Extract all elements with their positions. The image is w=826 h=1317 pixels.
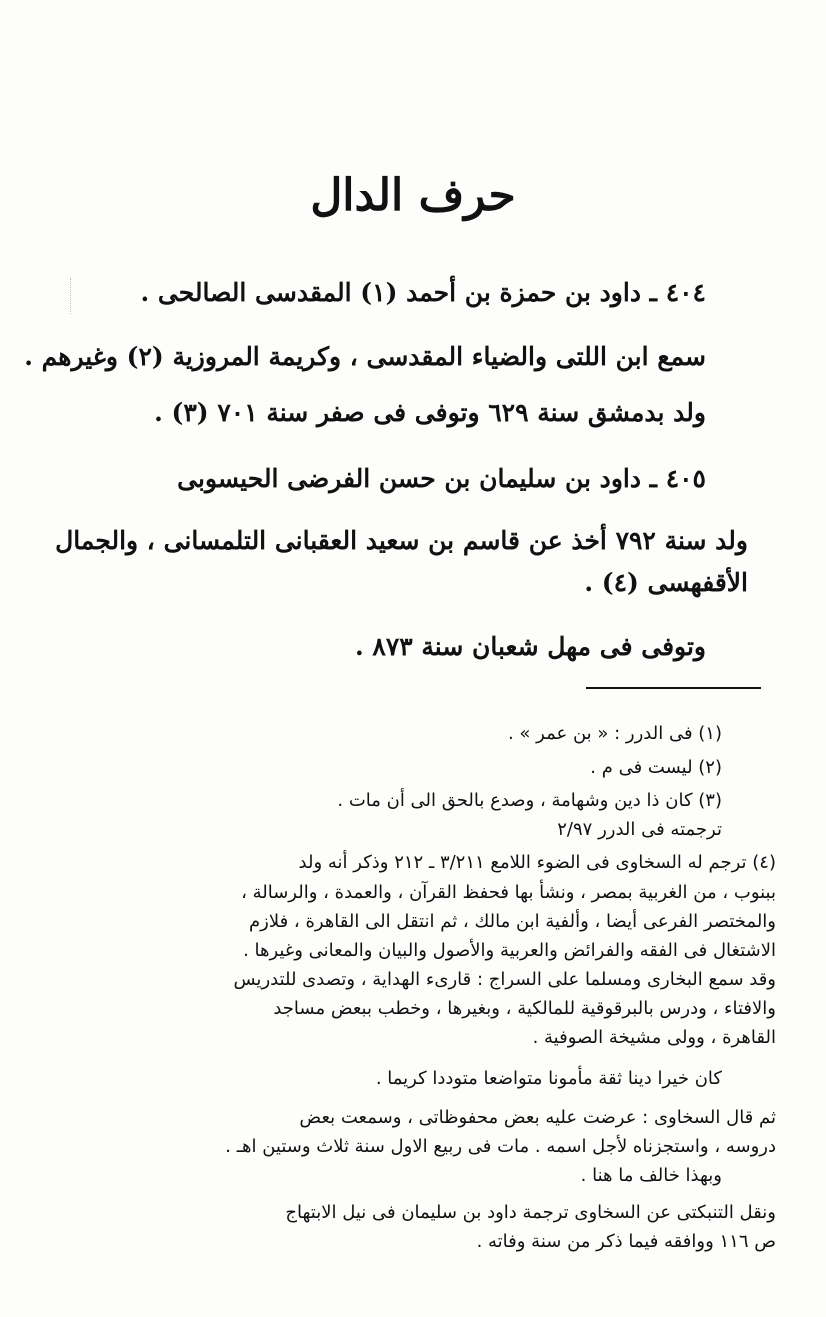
footnote-4-line: وبهذا خالف ما هنا . xyxy=(580,1165,722,1186)
entry-405-teachers: ولد سنة ٧٩٢ أخذ عن قاسم بن سعيد العقبانى التلمسانى ، والجمال xyxy=(55,526,748,555)
entry-405-death: وتوفى فى مهل شعبان سنة ٨٧٣ . xyxy=(354,632,706,661)
footnote-4-line: والافتاء ، ودرس بالبرقوقية للمالكية ، وبغيرها ، وخطب ببعض مساجد xyxy=(273,998,776,1019)
footnote-3-cont: ترجمته فى الدرر ٢/٩٧ xyxy=(557,819,722,840)
entry-404-teachers: سمع ابن اللتى والضياء المقدسى ، وكريمة المروزية (٢) وغيرهم . xyxy=(24,342,706,371)
footnote-4-line: القاهرة ، وولى مشيخة الصوفية . xyxy=(532,1027,776,1048)
entry-405-teachers-cont: الأقفهسى (٤) . xyxy=(584,568,748,597)
footnote-4-line: والمختصر الفرعى أيضا ، وألفية ابن مالك ، ثم انتقل الى القاهرة ، فلازم xyxy=(249,911,776,932)
footnote-4-line: الاشتغال فى الفقه والفرائض والعربية والأصول والبيان والمعانى وغيرها . xyxy=(243,940,776,961)
entry-404-dates: ولد بدمشق سنة ٦٢٩ وتوفى فى صفر سنة ٧٠١ (٣) . xyxy=(154,398,706,427)
footnote-4-line: دروسه ، واستجزناه لأجل اسمه . مات فى ربيع الاول سنة ثلاث وستين اهـ . xyxy=(225,1136,776,1157)
footnote-4-line: وقد سمع البخارى ومسلما على السراج : قارىء الهداية ، وتصدى للتدريس xyxy=(233,969,776,990)
section-heading: حرف الدال xyxy=(310,170,516,221)
margin-mark xyxy=(70,278,83,314)
footnote-4-line: ص ١١٦ ووافقه فيما ذكر من سنة وفاته . xyxy=(476,1231,776,1252)
footnote-4: (٤) ترجم له السخاوى فى الضوء اللامع ٣/٢١١ ـ ٢١٢ وذكر أنه ولد xyxy=(298,852,776,873)
entry-404-title: ٤٠٤ ـ داود بن حمزة بن أحمد (١) المقدسى الصالحى . xyxy=(140,278,706,307)
footnote-1: (١) فى الدرر : « بن عمر » . xyxy=(507,723,722,744)
footnote-3: (٣) كان ذا دين وشهامة ، وصدع بالحق الى أن مات . xyxy=(337,790,722,811)
footnote-4-line: كان خيرا دينا ثقة مأمونا متواضعا متوددا كريما . xyxy=(375,1068,722,1089)
footnote-4-line: ونقل التنبكتى عن السخاوى ترجمة داود بن سليمان فى نيل الابتهاج xyxy=(285,1202,776,1223)
footnote-4-line: ثم قال السخاوى : عرضت عليه بعض محفوظاتى ، وسمعت بعض xyxy=(299,1107,776,1128)
footnote-separator xyxy=(586,687,761,689)
footnote-2: (٢) ليست فى م . xyxy=(590,757,722,778)
footnote-4-line: ببنوب ، من الغربية بمصر ، ونشأ بها فحفظ القرآن ، والعمدة ، والرسالة ، xyxy=(241,882,776,903)
entry-405-title: ٤٠٥ ـ داود بن سليمان بن حسن الفرضى الحيسوبى xyxy=(177,464,706,493)
